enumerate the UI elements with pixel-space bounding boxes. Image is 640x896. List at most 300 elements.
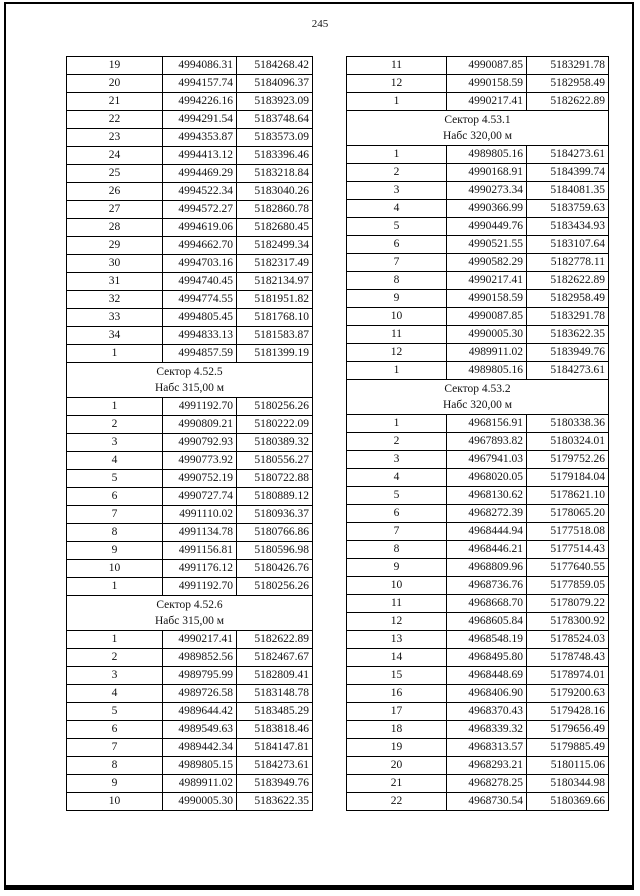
- table-row: [347, 721, 609, 739]
- x-coordinate: 4989805.16: [447, 146, 527, 164]
- x-coordinate: 4990449.76: [447, 218, 527, 236]
- point-number: 1: [67, 345, 163, 363]
- x-coordinate: 4989805.15: [163, 757, 237, 775]
- table-row: [67, 506, 313, 524]
- y-coordinate: 5183148.78: [237, 685, 313, 703]
- point-number: 4: [67, 452, 163, 470]
- x-coordinate: 4994413.12: [163, 147, 237, 165]
- x-coordinate: 4990005.30: [447, 326, 527, 344]
- x-coordinate: 4991110.02: [163, 506, 237, 524]
- table-row: [347, 75, 609, 93]
- x-coordinate: 4989442.34: [163, 739, 237, 757]
- table-row: [347, 577, 609, 595]
- point-number: 17: [347, 703, 447, 721]
- point-number: 5: [347, 218, 447, 236]
- table-row: [347, 703, 609, 721]
- point-number: 6: [347, 505, 447, 523]
- x-coordinate: 4990273.34: [447, 182, 527, 200]
- point-number: 19: [347, 739, 447, 757]
- point-number: 20: [347, 757, 447, 775]
- point-number: 6: [347, 236, 447, 254]
- table-row: [67, 775, 313, 793]
- x-coordinate: 4968495.80: [447, 649, 527, 667]
- table-row: [67, 273, 313, 291]
- y-coordinate: 5181768.10: [237, 309, 313, 327]
- table-row: [347, 685, 609, 703]
- point-number: 9: [67, 775, 163, 793]
- x-coordinate: 4990217.41: [447, 272, 527, 290]
- y-coordinate: 5182622.89: [527, 272, 609, 290]
- table-row: [347, 344, 609, 362]
- table-row: [347, 218, 609, 236]
- point-number: 5: [347, 487, 447, 505]
- y-coordinate: 5181399.19: [237, 345, 313, 363]
- y-coordinate: 5180338.36: [527, 415, 609, 433]
- x-coordinate: 4994226.16: [163, 93, 237, 111]
- point-number: 7: [347, 254, 447, 272]
- y-coordinate: 5184273.61: [237, 757, 313, 775]
- table-row: [347, 308, 609, 326]
- x-coordinate: 4994805.45: [163, 309, 237, 327]
- x-coordinate: 4994086.31: [163, 57, 237, 75]
- point-number: 12: [347, 344, 447, 362]
- x-coordinate: 4991134.78: [163, 524, 237, 542]
- x-coordinate: 4990158.59: [447, 290, 527, 308]
- point-number: 29: [67, 237, 163, 255]
- y-coordinate: 5183622.35: [527, 326, 609, 344]
- table-row: [67, 667, 313, 685]
- table-row: [347, 415, 609, 433]
- point-number: 3: [67, 434, 163, 452]
- y-coordinate: 5179428.16: [527, 703, 609, 721]
- table-row: [67, 685, 313, 703]
- point-number: 11: [347, 326, 447, 344]
- x-coordinate: 4968313.57: [447, 739, 527, 757]
- point-number: 14: [347, 649, 447, 667]
- point-number: 8: [67, 524, 163, 542]
- point-number: 16: [347, 685, 447, 703]
- x-coordinate: 4989805.16: [447, 362, 527, 380]
- point-number: 4: [347, 200, 447, 218]
- table-row: [347, 57, 609, 75]
- x-coordinate: 4968605.84: [447, 613, 527, 631]
- point-number: 28: [67, 219, 163, 237]
- table-row: [347, 451, 609, 469]
- point-number: 32: [67, 291, 163, 309]
- y-coordinate: 5182622.89: [237, 631, 313, 649]
- y-coordinate: 5177640.55: [527, 559, 609, 577]
- point-number: 22: [347, 793, 447, 811]
- table-row: [347, 236, 609, 254]
- x-coordinate: 4990727.74: [163, 488, 237, 506]
- y-coordinate: 5180766.86: [237, 524, 313, 542]
- x-coordinate: 4994857.59: [163, 345, 237, 363]
- point-number: 8: [67, 757, 163, 775]
- y-coordinate: 5177518.08: [527, 523, 609, 541]
- point-number: 10: [347, 308, 447, 326]
- sector-header: [67, 363, 313, 398]
- y-coordinate: 5181583.87: [237, 327, 313, 345]
- y-coordinate: 5179184.04: [527, 469, 609, 487]
- point-number: 21: [347, 775, 447, 793]
- x-coordinate: 4989911.02: [447, 344, 527, 362]
- x-coordinate: 4990158.59: [447, 75, 527, 93]
- x-coordinate: 4989726.58: [163, 685, 237, 703]
- y-coordinate: 5183218.84: [237, 165, 313, 183]
- table-row: [67, 129, 313, 147]
- x-coordinate: 4968370.43: [447, 703, 527, 721]
- table-row: [347, 362, 609, 380]
- table-row: [347, 757, 609, 775]
- point-number: 7: [67, 739, 163, 757]
- table-row: [67, 147, 313, 165]
- table-row: [347, 469, 609, 487]
- table-row: [67, 488, 313, 506]
- x-coordinate: 4968448.69: [447, 667, 527, 685]
- x-coordinate: 4990217.41: [163, 631, 237, 649]
- y-coordinate: 5182958.49: [527, 75, 609, 93]
- point-number: 11: [347, 57, 447, 75]
- point-number: 3: [347, 451, 447, 469]
- x-coordinate: 4989911.02: [163, 775, 237, 793]
- y-coordinate: 5183485.29: [237, 703, 313, 721]
- table-row: [67, 398, 313, 416]
- point-number: 20: [67, 75, 163, 93]
- table-row: [347, 523, 609, 541]
- x-coordinate: 4990521.55: [447, 236, 527, 254]
- x-coordinate: 4990087.85: [447, 57, 527, 75]
- point-number: 2: [67, 416, 163, 434]
- x-coordinate: 4989795.99: [163, 667, 237, 685]
- table-row: [67, 111, 313, 129]
- x-coordinate: 4994703.16: [163, 255, 237, 273]
- table-row: [67, 345, 313, 363]
- table-row: [347, 254, 609, 272]
- y-coordinate: 5180256.26: [237, 578, 313, 596]
- sector-title: Сектор 4.52.6: [156, 599, 223, 611]
- point-number: 5: [67, 703, 163, 721]
- point-number: 34: [67, 327, 163, 345]
- table-row: [347, 487, 609, 505]
- point-number: 25: [67, 165, 163, 183]
- point-number: 22: [67, 111, 163, 129]
- x-coordinate: 4994662.70: [163, 237, 237, 255]
- point-number: 2: [67, 649, 163, 667]
- y-coordinate: 5182134.97: [237, 273, 313, 291]
- y-coordinate: 5178065.20: [527, 505, 609, 523]
- y-coordinate: 5177859.05: [527, 577, 609, 595]
- x-coordinate: 4968278.25: [447, 775, 527, 793]
- point-number: 27: [67, 201, 163, 219]
- x-coordinate: 4968668.70: [447, 595, 527, 613]
- x-coordinate: 4994572.27: [163, 201, 237, 219]
- y-coordinate: 5184147.81: [237, 739, 313, 757]
- table-row: [67, 524, 313, 542]
- y-coordinate: 5180369.66: [527, 793, 609, 811]
- table-row: [67, 542, 313, 560]
- sector-elevation: Набс 320,00 м: [442, 130, 513, 142]
- table-row: [67, 93, 313, 111]
- x-coordinate: 4990366.99: [447, 200, 527, 218]
- sector-header-row: [67, 596, 313, 631]
- point-number: 3: [347, 182, 447, 200]
- y-coordinate: 5183923.09: [237, 93, 313, 111]
- table-row: [67, 327, 313, 345]
- x-coordinate: 4967941.03: [447, 451, 527, 469]
- point-number: 9: [347, 290, 447, 308]
- y-coordinate: 5180556.27: [237, 452, 313, 470]
- table-row: [67, 291, 313, 309]
- x-coordinate: 4968446.21: [447, 541, 527, 559]
- point-number: 12: [347, 75, 447, 93]
- point-number: 6: [67, 488, 163, 506]
- x-coordinate: 4990168.91: [447, 164, 527, 182]
- table-row: [347, 613, 609, 631]
- point-number: 1: [347, 146, 447, 164]
- y-coordinate: 5182809.41: [237, 667, 313, 685]
- table-row: [67, 255, 313, 273]
- x-coordinate: 4994833.13: [163, 327, 237, 345]
- table-row: [67, 416, 313, 434]
- y-coordinate: 5184096.37: [237, 75, 313, 93]
- x-coordinate: 4968736.76: [447, 577, 527, 595]
- x-coordinate: 4968809.96: [447, 559, 527, 577]
- point-number: 21: [67, 93, 163, 111]
- table-row: [67, 201, 313, 219]
- table-row: [347, 505, 609, 523]
- point-number: 10: [347, 577, 447, 595]
- y-coordinate: 5183291.78: [527, 57, 609, 75]
- table-row: [67, 237, 313, 255]
- point-number: 12: [347, 613, 447, 631]
- y-coordinate: 5184273.61: [527, 362, 609, 380]
- y-coordinate: 5183818.46: [237, 721, 313, 739]
- y-coordinate: 5180889.12: [237, 488, 313, 506]
- y-coordinate: 5182467.67: [237, 649, 313, 667]
- point-number: 1: [67, 578, 163, 596]
- point-number: 31: [67, 273, 163, 291]
- x-coordinate: 4990217.41: [447, 93, 527, 111]
- table-row: [67, 560, 313, 578]
- x-coordinate: 4968444.94: [447, 523, 527, 541]
- y-coordinate: 5182680.45: [237, 219, 313, 237]
- sector-header-row: [347, 380, 609, 415]
- sector-elevation: Набс 315,00 м: [154, 615, 225, 627]
- table-row: [347, 793, 609, 811]
- point-number: 11: [347, 595, 447, 613]
- table-row: [67, 739, 313, 757]
- table-row: [347, 93, 609, 111]
- x-coordinate: 4994774.55: [163, 291, 237, 309]
- table-row: [67, 721, 313, 739]
- point-number: 10: [67, 560, 163, 578]
- sector-elevation: Набс 320,00 м: [442, 399, 513, 411]
- point-number: 1: [347, 415, 447, 433]
- point-number: 8: [347, 272, 447, 290]
- point-number: 4: [347, 469, 447, 487]
- point-number: 6: [67, 721, 163, 739]
- point-number: 9: [347, 559, 447, 577]
- y-coordinate: 5178621.10: [527, 487, 609, 505]
- x-coordinate: 4994353.87: [163, 129, 237, 147]
- table-row: [67, 649, 313, 667]
- y-coordinate: 5179752.26: [527, 451, 609, 469]
- y-coordinate: 5182317.49: [237, 255, 313, 273]
- point-number: 33: [67, 309, 163, 327]
- y-coordinate: 5181951.82: [237, 291, 313, 309]
- y-coordinate: 5183396.46: [237, 147, 313, 165]
- x-coordinate: 4994291.54: [163, 111, 237, 129]
- table-row: [347, 326, 609, 344]
- x-coordinate: 4968548.19: [447, 631, 527, 649]
- coordinates-table-right: [346, 56, 609, 811]
- table-row: [347, 182, 609, 200]
- y-coordinate: 5184268.42: [237, 57, 313, 75]
- y-coordinate: 5178300.92: [527, 613, 609, 631]
- y-coordinate: 5184273.61: [527, 146, 609, 164]
- point-number: 5: [67, 470, 163, 488]
- y-coordinate: 5182499.34: [237, 237, 313, 255]
- y-coordinate: 5178524.03: [527, 631, 609, 649]
- point-number: 1: [347, 93, 447, 111]
- x-coordinate: 4968339.32: [447, 721, 527, 739]
- point-number: 7: [67, 506, 163, 524]
- x-coordinate: 4989644.42: [163, 703, 237, 721]
- y-coordinate: 5183573.09: [237, 129, 313, 147]
- y-coordinate: 5179656.49: [527, 721, 609, 739]
- table-row: [347, 541, 609, 559]
- x-coordinate: 4968293.21: [447, 757, 527, 775]
- table-row: [347, 595, 609, 613]
- point-number: 4: [67, 685, 163, 703]
- y-coordinate: 5183040.26: [237, 183, 313, 201]
- table-row: [67, 703, 313, 721]
- point-number: 1: [67, 398, 163, 416]
- table-row: [347, 272, 609, 290]
- table-row: [67, 183, 313, 201]
- table-row: [67, 793, 313, 811]
- point-number: 26: [67, 183, 163, 201]
- x-coordinate: 4990582.29: [447, 254, 527, 272]
- x-coordinate: 4994522.34: [163, 183, 237, 201]
- point-number: 15: [347, 667, 447, 685]
- y-coordinate: 5184399.74: [527, 164, 609, 182]
- table-row: [347, 200, 609, 218]
- table-row: [347, 290, 609, 308]
- table-row: [347, 433, 609, 451]
- sector-elevation: Набс 315,00 м: [154, 382, 225, 394]
- x-coordinate: 4967893.82: [447, 433, 527, 451]
- x-coordinate: 4990773.92: [163, 452, 237, 470]
- point-number: 1: [347, 362, 447, 380]
- table-row: [347, 146, 609, 164]
- point-number: 7: [347, 523, 447, 541]
- point-number: 9: [67, 542, 163, 560]
- coordinates-table-left: [66, 56, 313, 811]
- y-coordinate: 5183291.78: [527, 308, 609, 326]
- y-coordinate: 5183759.63: [527, 200, 609, 218]
- point-number: 3: [67, 667, 163, 685]
- x-coordinate: 4968020.05: [447, 469, 527, 487]
- table-row: [347, 775, 609, 793]
- y-coordinate: 5182622.89: [527, 93, 609, 111]
- y-coordinate: 5178974.01: [527, 667, 609, 685]
- sector-header: [67, 596, 313, 631]
- x-coordinate: 4994619.06: [163, 219, 237, 237]
- sector-header-row: [347, 111, 609, 146]
- y-coordinate: 5184081.35: [527, 182, 609, 200]
- y-coordinate: 5180936.37: [237, 506, 313, 524]
- table-row: [347, 164, 609, 182]
- table-row: [347, 631, 609, 649]
- y-coordinate: 5180344.98: [527, 775, 609, 793]
- x-coordinate: 4968730.54: [447, 793, 527, 811]
- x-coordinate: 4994740.45: [163, 273, 237, 291]
- point-number: 18: [347, 721, 447, 739]
- x-coordinate: 4968406.90: [447, 685, 527, 703]
- y-coordinate: 5182778.11: [527, 254, 609, 272]
- sector-header: [347, 111, 609, 146]
- y-coordinate: 5182860.78: [237, 201, 313, 219]
- x-coordinate: 4991192.70: [163, 398, 237, 416]
- x-coordinate: 4968156.91: [447, 415, 527, 433]
- table-row: [67, 434, 313, 452]
- x-coordinate: 4990792.93: [163, 434, 237, 452]
- x-coordinate: 4968272.39: [447, 505, 527, 523]
- table-row: [67, 578, 313, 596]
- y-coordinate: 5180426.76: [237, 560, 313, 578]
- y-coordinate: 5183434.93: [527, 218, 609, 236]
- point-number: 13: [347, 631, 447, 649]
- x-coordinate: 4991156.81: [163, 542, 237, 560]
- x-coordinate: 4989852.56: [163, 649, 237, 667]
- y-coordinate: 5183622.35: [237, 793, 313, 811]
- y-coordinate: 5183949.76: [527, 344, 609, 362]
- x-coordinate: 4989549.63: [163, 721, 237, 739]
- point-number: 24: [67, 147, 163, 165]
- table-row: [67, 219, 313, 237]
- sector-title: Сектор 4.52.5: [156, 366, 223, 378]
- y-coordinate: 5180722.88: [237, 470, 313, 488]
- table-row: [67, 757, 313, 775]
- y-coordinate: 5180256.26: [237, 398, 313, 416]
- sector-header: [347, 380, 609, 415]
- y-coordinate: 5178748.43: [527, 649, 609, 667]
- y-coordinate: 5183107.64: [527, 236, 609, 254]
- table-row: [67, 631, 313, 649]
- point-number: 30: [67, 255, 163, 273]
- y-coordinate: 5179200.63: [527, 685, 609, 703]
- table-row: [347, 739, 609, 757]
- table-row: [347, 559, 609, 577]
- table-row: [347, 649, 609, 667]
- y-coordinate: 5178079.22: [527, 595, 609, 613]
- table-row: [67, 470, 313, 488]
- y-coordinate: 5180596.98: [237, 542, 313, 560]
- table-row: [67, 75, 313, 93]
- point-number: 2: [347, 433, 447, 451]
- table-row: [67, 452, 313, 470]
- table-row: [67, 57, 313, 75]
- sector-title: Сектор 4.53.1: [444, 114, 511, 126]
- y-coordinate: 5182958.49: [527, 290, 609, 308]
- point-number: 10: [67, 793, 163, 811]
- table-row: [67, 165, 313, 183]
- x-coordinate: 4990005.30: [163, 793, 237, 811]
- point-number: 23: [67, 129, 163, 147]
- y-coordinate: 5180324.01: [527, 433, 609, 451]
- point-number: 19: [67, 57, 163, 75]
